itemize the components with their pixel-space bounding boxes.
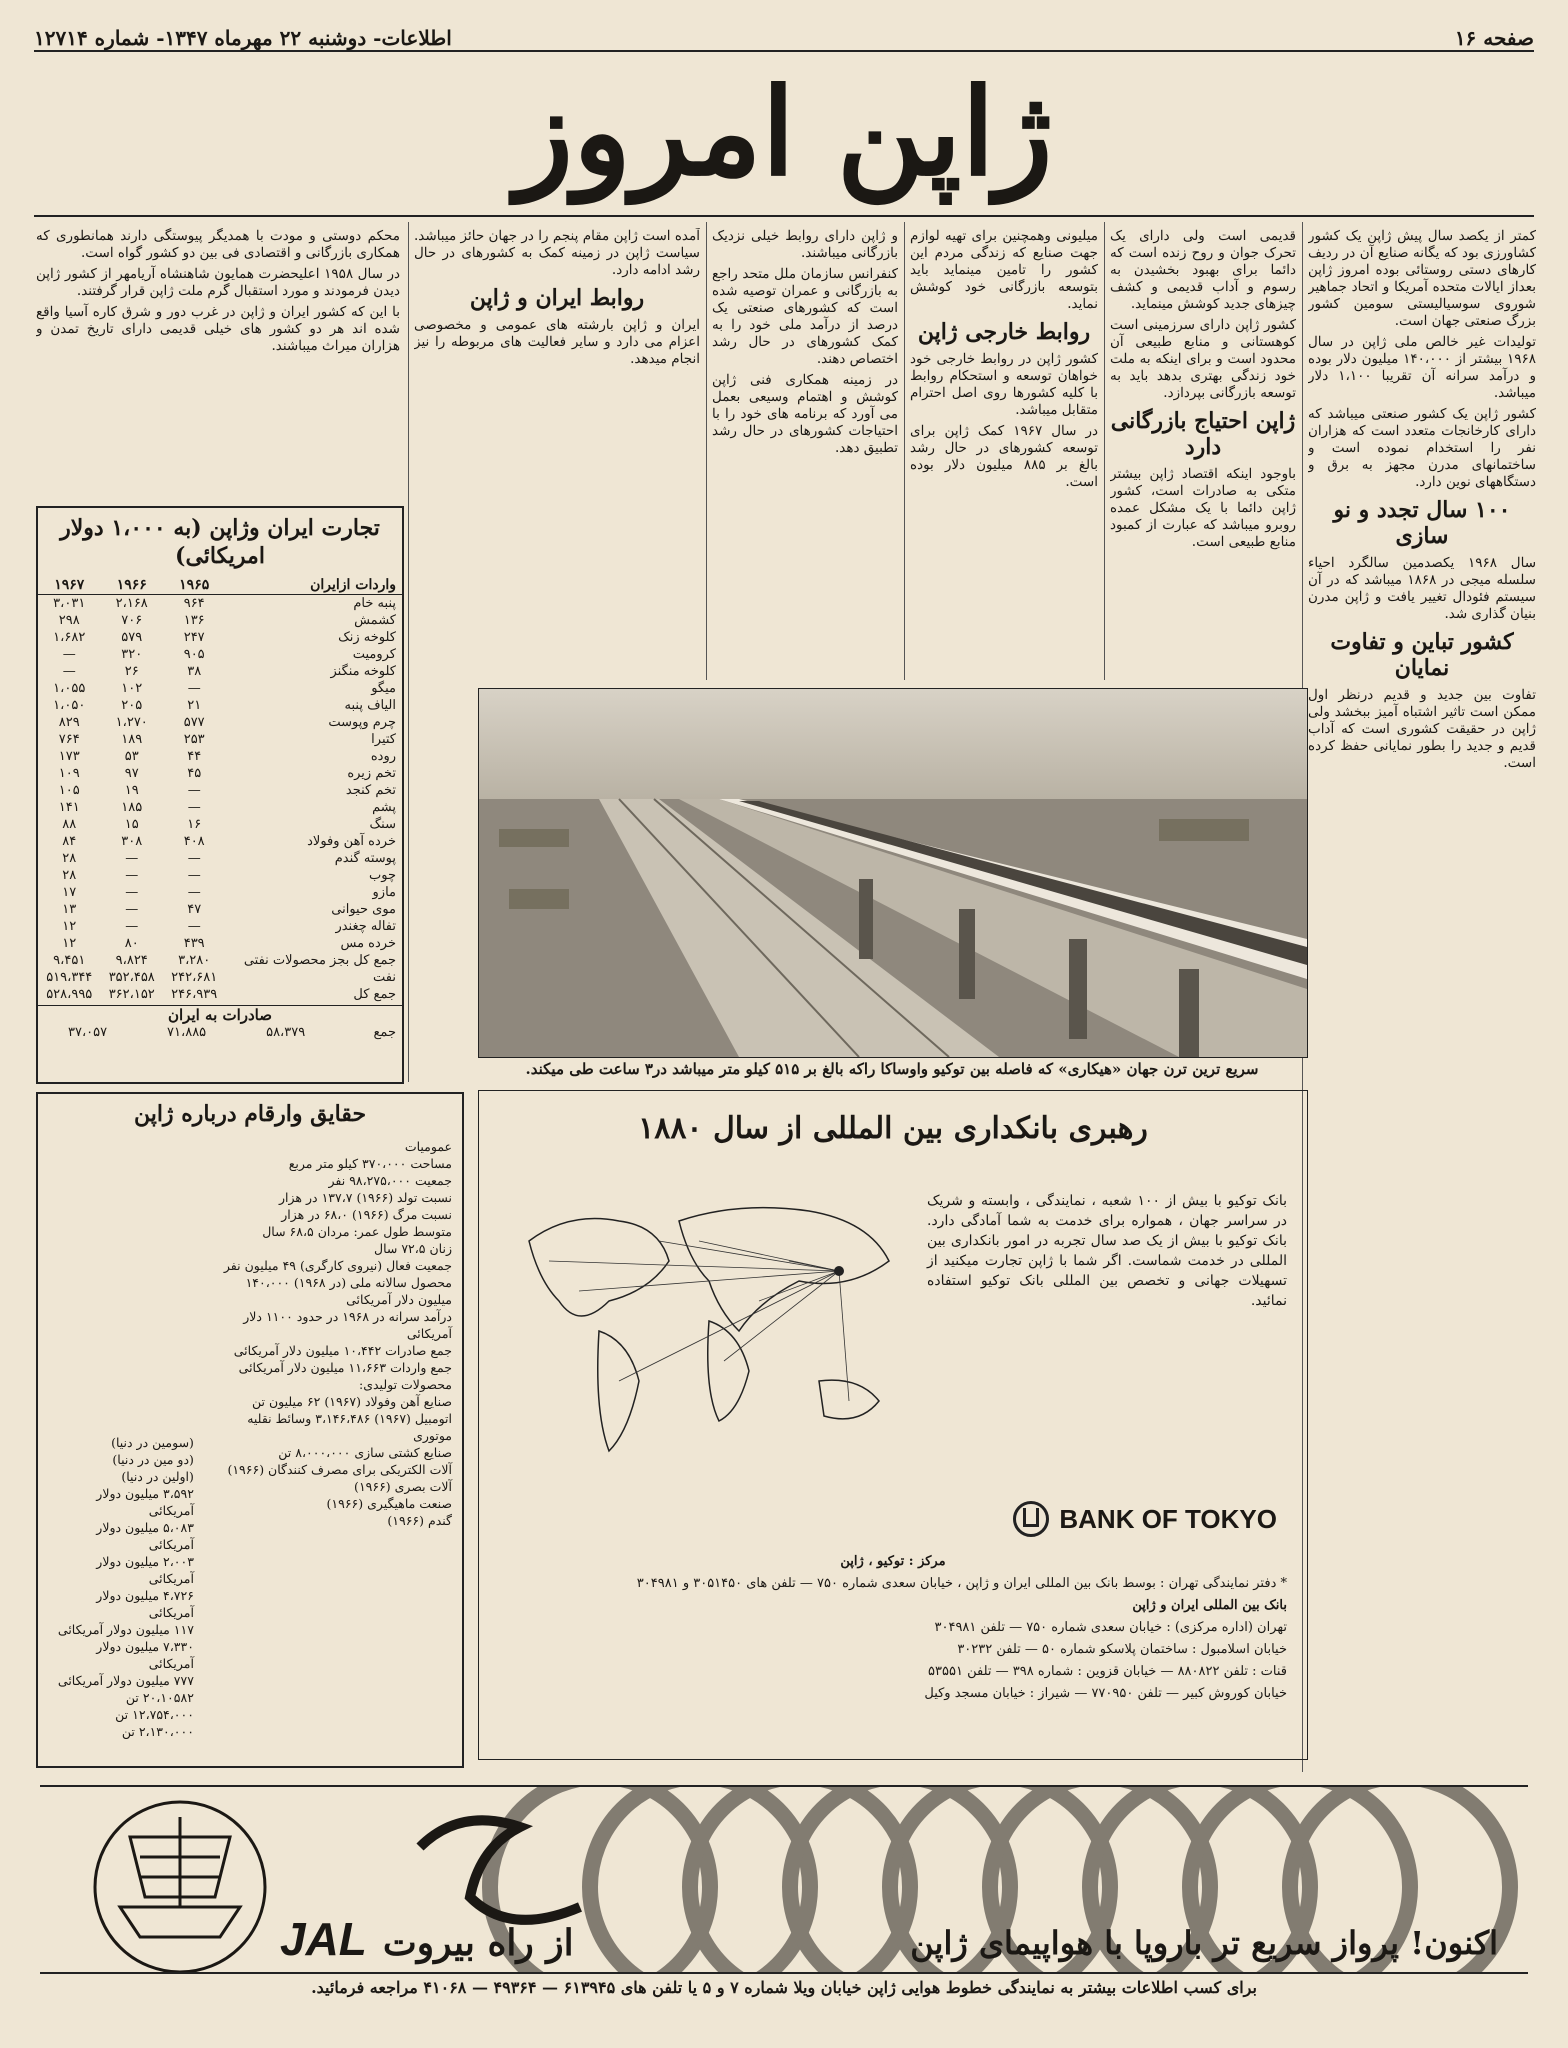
exports-table: [38, 1024, 402, 1041]
bank-of-tokyo-ad: [478, 1090, 1308, 1760]
trade-table-cell: کشمش: [354, 613, 396, 628]
trade-table-cell: —: [187, 681, 201, 696]
jal-brand: JAL: [280, 1913, 367, 1965]
article-column-4: [712, 228, 898, 680]
col4-paragraph: و ژاپن دارای روابط خیلی نزدیک بازرگانی میباشند.: [712, 228, 898, 261]
trade-table-row: [38, 867, 402, 884]
trade-table-cell: چرم وپوست: [328, 715, 396, 730]
trade-table-cell: روده: [370, 749, 396, 764]
fact-line: زنان ۷۲،۵ سال: [373, 1241, 452, 1256]
masthead-title: ژاپن امروز: [515, 62, 1053, 203]
trade-table-cell: الیاف پنبه: [344, 698, 396, 713]
trade-table-column-header: ۱۹۶۷: [38, 576, 101, 595]
trade-table-row: [38, 901, 402, 918]
col4-paragraph: کنفرانس سازمان ملل متحد راجع به بازرگانی و عمران توصیه شده است که کشورهای صنعتی یک درصد از درآمد ملی خود را به کمک کشورهای در حال رشد اختصاص دهند.: [712, 266, 898, 367]
fact-stat: ۷۷۷ میلیون دولار آمریکائی: [57, 1673, 194, 1688]
col6-paragraph: در سال ۱۹۵۸ اعلیحضرت همایون شاهنشاه آریامهر از کشور ژاپن دیدن فرمودند و مورد استقبال گرم ملت ژاپن قرار گرفتند.: [36, 266, 400, 299]
bank-body-text: بانک توکیو با بیش از ۱۰۰ شعبه ، نمایندگی ، وابسته و شریک در سراسر جهان ، همواره برای خدمت به شما آمادگی دارد. بانک توکیو با بیش از یک صد سال تجربه در امور بانکداری بین المللی در خدمت شماست. اگر شما با ژاپن تجارت میکنید از تسهیلات جهانی و تخصص بین المللی بانک توکیو استفاده نمائید.: [927, 1193, 1288, 1309]
trade-table-box: [36, 506, 404, 1084]
article-column-3: [910, 228, 1098, 680]
trade-table-cell: ۹،۸۲۴: [115, 953, 148, 968]
jal-route: از راه بیروت: [382, 1922, 574, 1964]
trade-table-cell: ۴۴: [187, 749, 202, 764]
trade-table-row: [38, 765, 402, 782]
fact-line: گندم (۱۹۶۶): [387, 1513, 452, 1528]
trade-table-row: [38, 646, 402, 663]
col1-heading: کشور تباین و تفاوت نمایان: [1330, 629, 1514, 681]
exports-cell: ۳۷،۰۵۷: [67, 1025, 108, 1040]
trade-table-cell: ۷۶۴: [58, 732, 80, 747]
fact-line: صنایع کشتی سازی ۸،۰۰۰،۰۰۰ تن: [278, 1445, 452, 1460]
col5-paragraph: ایران و ژاپن بارشته های عمومی و مخصوصی اعزام می دارد و سایر فعالیت های مربوطه را نیز انجام میدهد.: [414, 317, 700, 367]
fact-line: درآمد سرانه در ۱۹۶۸ در حدود ۱۱۰۰ دلار آمریکائی: [243, 1309, 452, 1341]
jal-brand-row: [280, 1912, 574, 1966]
bullet-train-photo: [478, 688, 1308, 1058]
trade-table-cell: ۴۷: [187, 902, 202, 917]
trade-table-row: [38, 816, 402, 833]
fact-line: آلات بصری (۱۹۶۶): [354, 1479, 452, 1494]
trade-table-cell: ۷۰۶: [121, 613, 143, 628]
trade-table-cell: ۸۰: [124, 936, 139, 951]
fact-stat: ۵،۰۸۳ میلیون دولار آمریکائی: [96, 1520, 194, 1552]
fact-line: نسبت مرگ (۱۹۶۶) ۶۸،۰ در هزار: [281, 1207, 452, 1222]
trade-table-cell: ۴۵: [187, 766, 202, 781]
trade-table-cell: ۱،۰۵۰: [53, 698, 86, 713]
fact-line: محصولات تولیدی:: [358, 1377, 452, 1392]
trade-table-cell: ۱۰۹: [58, 766, 80, 781]
trade-table-cell: ۱۵: [124, 817, 139, 832]
trade-table-cell: تفاله چغندر: [335, 919, 396, 934]
trade-table-cell: —: [187, 800, 201, 815]
trade-table-cell: —: [62, 647, 76, 662]
exports-cell: ۷۱،۸۸۵: [167, 1025, 207, 1040]
trade-table-row: [38, 663, 402, 680]
bank-brand: [1013, 1501, 1277, 1537]
trade-table-row: [38, 935, 402, 952]
trade-table-cell: ۵۲۸،۹۹۵: [46, 987, 93, 1002]
trade-table-row: [38, 629, 402, 646]
fact-stat: ۲۰،۱۰۵۸۲ تن: [125, 1690, 194, 1705]
facts-lines: [204, 1134, 462, 1744]
article-column-1: [1308, 228, 1536, 1768]
trade-table-cell: میگو: [371, 681, 396, 696]
trade-table-cell: —: [187, 783, 201, 798]
bank-logo-icon: [1013, 1501, 1049, 1537]
trade-table-row: [38, 612, 402, 629]
facts-title: حقایق وارقام درباره ژاپن: [133, 1101, 367, 1127]
trade-table-column-header: ۱۹۶۵: [163, 576, 225, 595]
exports-cell: ۵۸،۳۷۹: [266, 1025, 306, 1040]
col6-paragraph: محکم دوستی و مودت با همدیگر پیوستگی دارند همانطوری که همکاری بازرگانی و اقتصادی فی بین دو کشور گواه است.: [36, 228, 400, 261]
trade-table-cell: خرده مس: [340, 936, 396, 951]
col1-paragraph: سال ۱۹۶۸ یکصدمین سالگرد احیاء سلسله میجی در ۱۸۶۸ میباشد که در آن سیستم فئودال تغییر یافت و ژاپن مدرن بنیان گذاری شد.: [1308, 555, 1536, 622]
col3-paragraph: کشور ژاپن در روابط خارجی خود خواهان توسعه و استحکام روابط با کلیه کشورها روی اصل احترام متقابل میباشد.: [910, 351, 1098, 418]
trade-table-cell: ۱۳۶: [183, 613, 205, 628]
fact-line: آلات الکتریکی برای مصرف کنندگان (۱۹۶۶): [227, 1462, 452, 1477]
fact-line: جمع واردات ۱۱،۶۶۳ میلیون دلار آمریکائی: [238, 1360, 452, 1375]
trade-table-cell: ۱۷: [62, 885, 77, 900]
trade-table-cell: سنگ: [369, 817, 396, 832]
trade-table-cell: کلوخه منگنز: [330, 664, 396, 679]
trade-table-row: [38, 680, 402, 697]
bank-addresses: [499, 1551, 1287, 1705]
fact-stat: ۷،۳۳۰ میلیون دولار آمریکائی: [96, 1639, 194, 1671]
trade-table-row: [38, 799, 402, 816]
trade-table-cell: ۸۴: [62, 834, 77, 849]
trade-table-cell: —: [62, 664, 76, 679]
trade-table-cell: ۸۲۹: [58, 715, 80, 730]
trade-table-cell: ۱۶: [187, 817, 202, 832]
article-column-2: [1110, 228, 1296, 680]
bank-branch: قنات : تلفن ۸۸۰۸۲۲ — خیابان قزوین : شماره ۳۹۸ — تلفن ۵۳۵۵۱: [928, 1664, 1287, 1679]
bank-branch: خیابان اسلامبول : ساختمان پلاسکو شماره ۵۰ — تلفن ۳۰۲۳۲: [957, 1642, 1287, 1657]
trade-table-cell: ۳۲۰: [121, 647, 143, 662]
jal-airline-ad: [40, 1785, 1528, 1974]
article-column-6: [36, 228, 400, 498]
trade-table-cell: ۹۷: [124, 766, 139, 781]
trade-table-cell: ۲۴۷: [183, 630, 205, 645]
trade-table-cell: ۹،۴۵۱: [53, 953, 86, 968]
trade-table-cell: خرده آهن وفولاد: [307, 834, 396, 849]
trade-table-row: [38, 986, 402, 1003]
trade-table-cell: ۱۹: [124, 783, 139, 798]
fact-line: جمعیت ۹۸،۲۷۵،۰۰۰ نفر: [328, 1173, 452, 1188]
trade-table-cell: ۲۴۲،۶۸۱: [171, 970, 218, 985]
trade-table-row: [38, 833, 402, 850]
trade-table-cell: ۵۱۹،۳۴۴: [46, 970, 93, 985]
page-header: [34, 24, 1534, 52]
trade-table-cell: —: [125, 851, 139, 866]
trade-table-cell: نفت: [373, 970, 396, 985]
fact-line: صنعت ماهیگیری (۱۹۶۶): [326, 1496, 452, 1511]
trade-table-title: تجارت ایران وژاپن (به ۱،۰۰۰ دولار امریکائی): [60, 515, 380, 569]
col1-paragraph: تفاوت بین جدید و قدیم درنظر اول ممکن است تاثیر اشتباه آمیز ببخشد ولی ژاپن در حقیقت کشوری است که آداب قدیم و جدید را بطور نمایانی حفظ کرده است.: [1308, 687, 1536, 771]
jal-slogan: اکنون! پرواز سریع تر باروپا با هواپیمای ژاپن: [910, 1924, 1498, 1962]
fact-stat: (اولین در دنیا): [121, 1469, 194, 1484]
trade-table-cell: ۳۸: [187, 664, 202, 679]
trade-table-cell: ۲۰۵: [121, 698, 143, 713]
fact-line: اتومبیل (۱۹۶۷) ۳،۱۴۶،۴۸۶ وسائط نقلیه موتوری: [247, 1411, 452, 1443]
col3-paragraph: میلیونی وهمچنین برای تهیه لوازم جهت صنایع که زندگی مردم این کشور را تامین مینماید باید بتوسعه بازرگانی خود کوشش نماید.: [910, 228, 1098, 312]
trade-table-cell: ۲۴۶،۹۳۹: [171, 987, 218, 1002]
trade-table-row: [38, 969, 402, 986]
exports-label: صادرات به ایران: [38, 1005, 402, 1024]
trade-table-cell: ۴۰۸: [183, 834, 205, 849]
fact-stat: ۲،۰۰۳ میلیون دولار آمریکائی: [96, 1554, 194, 1586]
col1-paragraph: کمتر از یکصد سال پیش ژاپن یک کشور کشاورزی بود که یگانه صنایع آن در ردیف کارهای دستی روستائی بوده امروز ژاپن بعداز ایالات متحده آمریکا و اتحاد جماهیر شوروی سوسیالیستی سومین کشور بزرگ صنعتی جهان است.: [1308, 228, 1536, 329]
fact-stat: ۴،۷۲۶ میلیون دولار آمریکائی: [96, 1588, 194, 1620]
trade-table-cell: ۴۳۹: [183, 936, 205, 951]
trade-table-cell: ۱۰۲: [121, 681, 143, 696]
fact-stat: ۱۱۷ میلیون دولار آمریکائی: [57, 1622, 194, 1637]
col1-paragraph: تولیدات غیر خالص ملی ژاپن در سال ۱۹۶۸ بیشتر از ۱۴۰،۰۰۰ میلیون دلار بوده و درآمد سرانه آن تقریبا ۱،۱۰۰ دلار میباشد.: [1308, 334, 1536, 401]
train-photo-image: [479, 689, 1307, 1057]
trade-table-cell: ۲،۱۶۸: [115, 596, 148, 611]
trade-table-cell: ۳،۰۳۱: [53, 596, 86, 611]
col2-paragraph: کشور ژاپن دارای سرزمینی است کوهستانی و منابع طبیعی آن محدود است و برای اینکه به ملت خود زندگی بهتری بدهد باید به توسعه بازرگانی بپردازد.: [1110, 317, 1296, 401]
bank-branch-list: [499, 1617, 1287, 1705]
col1-paragraph: کشور ژاپن یک کشور صنعتی میباشد که دارای کارخانجات متعدد است که هزاران نفر را استخدام نموده است و ساختمانهای مدرن مجهز به برق و دستگاههای نوین دارد.: [1308, 406, 1536, 490]
trade-table-cell: تخم زیره: [347, 766, 396, 781]
fact-line: محصول سالانه ملی (در ۱۹۶۸) ۱۴۰،۰۰۰ میلیون دلار آمریکائی: [245, 1275, 452, 1307]
fact-line: مساحت ۳۷۰،۰۰۰ کیلو متر مربع: [288, 1156, 452, 1171]
trade-table-cell: ۱۷۳: [58, 749, 80, 764]
trade-table-row: [38, 918, 402, 935]
world-map-icon: [509, 1181, 909, 1481]
bank-brand-name: BANK OF TOKYO: [1059, 1503, 1277, 1534]
col2-paragraph: قدیمی است ولی دارای یک تحرک جوان و روح زنده است که دائما برای بهبود بخشیدن به رسوم و آداب قدیمی و کشف چیزهای جدید کوشش مینماید.: [1110, 228, 1296, 312]
jal-footer-contact: برای کسب اطلاعات بیشتر به نمایندگی خطوط هوایی ژاپن خیابان ویلا شماره ۷ و ۵ یا تلفن های ۶۱۳۹۴۵ — ۴۹۳۶۴ — ۴۱۰۶۸ مراجعه فرمائید.: [311, 1978, 1257, 1997]
trade-table-cell: —: [187, 868, 201, 883]
photo-caption: سریع ترین ترن جهان «هیکاری» که فاصله بین توکیو واوساکا راکه بالغ بر ۵۱۵ کیلو متر میباشد در۳ ساعت طی میکند.: [525, 1060, 1259, 1078]
trade-table-cell: —: [187, 851, 201, 866]
col3-heading: روابط خارجی ژاپن: [917, 319, 1091, 345]
trade-table-row: [38, 697, 402, 714]
fact-line: نسبت تولد (۱۹۶۶) ۱۳۷،۷ در هزار: [279, 1190, 452, 1205]
bank-branch: تهران (اداره مرکزی) : خیابان سعدی شماره ۷۵۰ — تلفن ۳۰۴۹۸۱: [934, 1620, 1287, 1635]
trade-table-column-header: ۱۹۶۶: [101, 576, 163, 595]
col1-heading: ۱۰۰ سال تجدد و نو سازی: [1333, 497, 1511, 549]
trade-table-cell: موی حیوانی: [331, 902, 396, 917]
trade-table-cell: ۲۵۳: [183, 732, 205, 747]
trade-table-cell: ۱۴۱: [58, 800, 80, 815]
trade-table-cell: —: [125, 868, 139, 883]
trade-table-row: [38, 714, 402, 731]
trade-table-cell: ۱۸۵: [121, 800, 143, 815]
col5-heading: روابط ایران و ژاپن: [469, 285, 645, 311]
trade-table-cell: ۹۰۵: [183, 647, 205, 662]
col2-heading: ژاپن احتیاج بازرگانی دارد: [1110, 408, 1296, 460]
exports-cell: جمع: [373, 1025, 396, 1040]
trade-table-cell: ۱۲: [62, 919, 77, 934]
trade-table-cell: مازو: [372, 885, 396, 900]
bank-tehran-office: * دفتر نمایندگی تهران : بوسط بانک بین المللی ایران و ژاپن ، خیابان سعدی شماره ۷۵۰ — تلفن های ۳۰۵۱۴۵۰ و ۳۰۴۹۸۱: [636, 1576, 1287, 1591]
trade-table-cell: ۲۹۸: [58, 613, 80, 628]
trade-table-row: [38, 850, 402, 867]
column-rule: [904, 222, 905, 680]
fact-line: جمع صادرات ۱۰،۴۴۲ میلیون دلار آمریکائی: [233, 1343, 452, 1358]
page-number: صفحه ۱۶: [1454, 26, 1534, 50]
bank-branch-title: بانک بین المللی ایران و ژاپن: [1132, 1598, 1287, 1613]
trade-table-cell: —: [125, 919, 139, 934]
trade-table-row: [38, 952, 402, 969]
trade-table: [38, 576, 402, 1003]
trade-table-cell: ۸۸: [62, 817, 77, 832]
trade-table-cell: ۱۰۵: [58, 783, 80, 798]
trade-table-cell: کرومیت: [352, 647, 396, 662]
trade-table-cell: ۱،۰۵۵: [53, 681, 86, 696]
trade-table-row: [38, 731, 402, 748]
trade-table-cell: ۲۶: [124, 664, 139, 679]
article-column-5: [414, 228, 700, 680]
column-rule: [408, 222, 409, 1082]
trade-table-cell: —: [187, 919, 201, 934]
masthead-rule: [34, 215, 1534, 217]
trade-table-cell: ۳۶۲،۱۵۲: [108, 987, 155, 1002]
col3-paragraph: در سال ۱۹۶۷ کمک ژاپن برای توسعه کشورهای در حال رشد بالغ بر ۸۸۵ میلیون دلار بوده است.: [910, 423, 1098, 490]
trade-table-cell: کتیرا: [371, 732, 396, 747]
trade-table-cell: ۲۸: [62, 851, 77, 866]
trade-table-cell: —: [187, 885, 201, 900]
trade-table-cell: جمع کل بجز محصولات نفتی: [243, 953, 396, 968]
trade-table-cell: کلوخه زنک: [338, 630, 396, 645]
trade-table-cell: ۹۶۴: [183, 596, 205, 611]
trade-table-cell: ۲۸: [62, 868, 77, 883]
trade-table-cell: ۱،۶۸۲: [53, 630, 86, 645]
trade-table-cell: ۱۸۹: [121, 732, 143, 747]
trade-table-cell: ۱۳: [62, 902, 77, 917]
trade-table-column-header: واردات ازایران: [225, 576, 402, 595]
fact-line: صنایع آهن وفولاد (۱۹۶۷) ۶۲ میلیون تن: [252, 1394, 452, 1409]
col6-paragraph: با این که کشور ایران و ژاپن در غرب دور و شرق کاره آسیا واقع شده اند هر دو کشور های خیلی قدیمی دارای تاریخ تمدن و هزاران میراث میباشند.: [36, 304, 400, 354]
trade-table-cell: جمع کل: [353, 987, 396, 1002]
trade-table-cell: ۱۲: [62, 936, 77, 951]
trade-table-cell: ۲۱: [187, 698, 202, 713]
trade-table-row: [38, 782, 402, 799]
trade-table-row: [38, 884, 402, 901]
bank-hq: مرکز : توکیو ، ژاپن: [840, 1554, 946, 1569]
issue-info: اطلاعات- دوشنبه ۲۲ مهرماه ۱۳۴۷- شماره ۱۲۷۱۴: [34, 26, 452, 50]
col5-paragraph: آمده است ژاپن مقام پنجم را در جهان حائز میباشد. سیاست ژاپن در زمینه کمک به کشورهای در حال رشد ادامه دارد.: [414, 228, 700, 278]
trade-table-cell: ۳،۲۸۰: [178, 953, 211, 968]
fact-line: عمومیات: [404, 1139, 452, 1154]
bank-headline: رهبری بانکداری بین المللی از سال ۱۸۸۰: [638, 1111, 1148, 1146]
trade-table-cell: پشم: [372, 800, 396, 815]
exports-row: [38, 1024, 402, 1041]
bank-branch: خیابان کوروش کبیر — تلفن ۷۷۰۹۵۰ — شیراز : خیابان مسجد وکیل: [924, 1686, 1287, 1701]
trade-table-cell: ۳۰۸: [121, 834, 143, 849]
fact-stat: ۱۲،۷۵۴،۰۰۰ تن: [115, 1707, 194, 1722]
trade-table-cell: پنبه خام: [353, 596, 396, 611]
trade-table-cell: چوب: [369, 868, 396, 883]
trade-table-row: [38, 748, 402, 765]
trade-table-cell: —: [125, 902, 139, 917]
fact-line: متوسط طول عمر: مردان ۶۸،۵ سال: [262, 1224, 452, 1239]
trade-table-row: [38, 595, 402, 613]
trade-table-cell: ۵۷۹: [121, 630, 143, 645]
fact-stat: ۳،۵۹۲ میلیون دولار آمریکائی: [96, 1486, 194, 1518]
trade-table-cell: تخم کنجد: [345, 783, 396, 798]
trade-table-header-row: [38, 576, 402, 595]
fact-stat: (سومین در دنیا): [111, 1435, 194, 1450]
trade-table-cell: ۱،۲۷۰: [115, 715, 148, 730]
trade-table-cell: ۳۵۲،۴۵۸: [108, 970, 155, 985]
trade-table-cell: پوسته گندم: [334, 851, 396, 866]
trade-table-cell: ۵۷۷: [183, 715, 205, 730]
fact-stat: ۲،۱۳۰،۰۰۰ تن: [121, 1724, 194, 1739]
facts-stats: [38, 1134, 204, 1744]
trade-table-cell: —: [125, 885, 139, 900]
fact-line: جمعیت فعال (نیروی کارگری) ۴۹ میلیون نفر: [223, 1258, 452, 1273]
facts-box: [36, 1092, 464, 1768]
column-rule: [1104, 222, 1105, 680]
fact-stat: (دو مین در دنیا): [112, 1452, 194, 1467]
col4-paragraph: در زمینه همکاری فنی ژاپن کوشش و اهتمام وسیعی بعمل می آورد که برنامه های خود را با احتیاجات کشورهای در حال رشد تطبیق دهد.: [712, 372, 898, 456]
trade-table-cell: ۵۳: [124, 749, 139, 764]
col2-paragraph: باوجود اینکه اقتصاد ژاپن بیشتر متکی به صادرات است، کشور ژاپن دائما با یک مشکل عمده روبرو میباشد که عبارت از کمبود منابع طبیعی است.: [1110, 466, 1296, 550]
column-rule: [706, 222, 707, 680]
